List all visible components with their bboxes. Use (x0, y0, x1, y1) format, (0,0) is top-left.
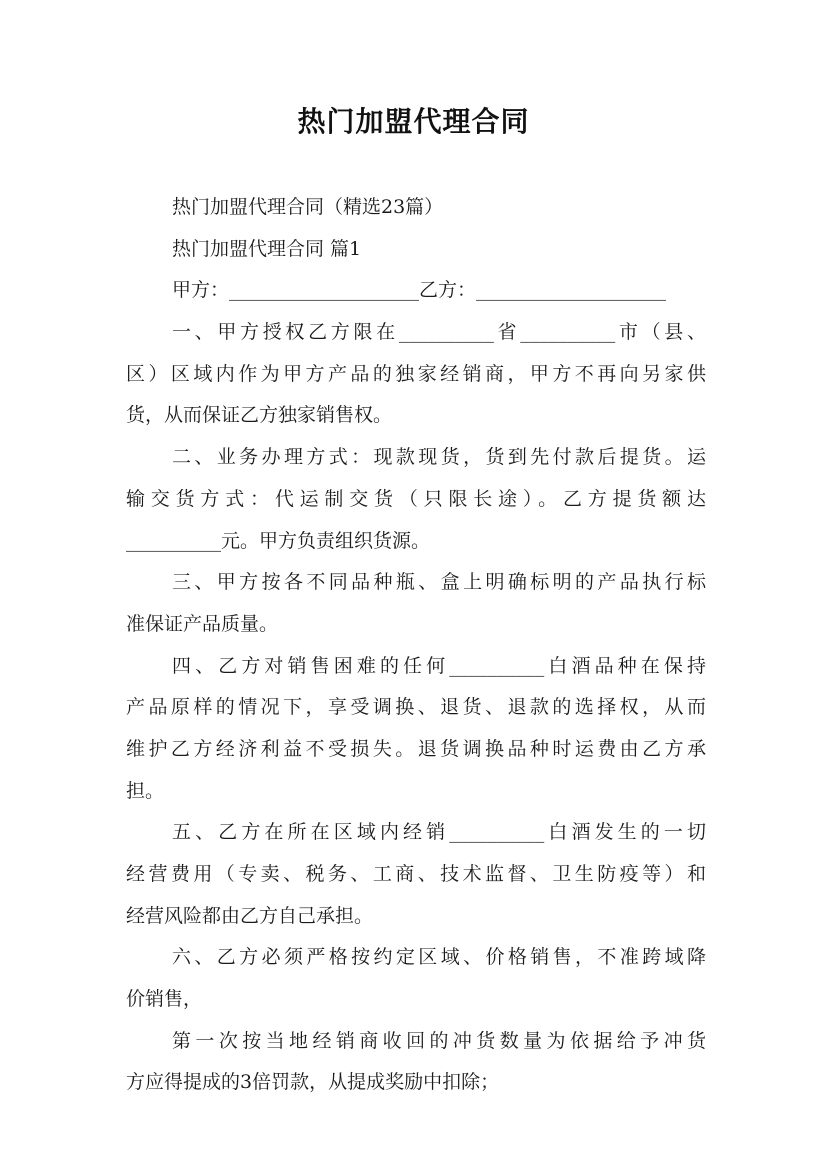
text-line: 一、甲方授权乙方限在__________省__________市（县、 (172, 321, 706, 344)
text-line: 产品原样的情况下，享受调换、退货、退款的选择权，从而 (126, 696, 706, 719)
text-line: 担。 (126, 779, 165, 802)
text-line: 经营风险都由乙方自己承担。 (126, 904, 374, 927)
text-line: 输交货方式：代运制交货（只限长途）。乙方提货额达 (126, 487, 706, 510)
text-line: 六、乙方必须严格按约定区域、价格销售，不准跨域降 (172, 946, 706, 969)
text-line: 准保证产品质量。 (126, 612, 279, 635)
text-line: 区）区域内作为甲方产品的独家经销商，甲方不再向另家供 (126, 362, 706, 385)
text-line: 维护乙方经济利益不受损失。退货调换品种时运费由乙方承 (126, 737, 706, 760)
text-line: __________元。甲方负责组织货源。 (126, 529, 431, 552)
text-line: 热门加盟代理合同 篇1 (172, 237, 362, 260)
document-body (126, 187, 706, 1104)
text-line: 方应得提成的3倍罚款，从提成奖励中扣除； (126, 1071, 500, 1094)
text-line: 五、乙方在所在区域内经销__________白酒发生的一切 (172, 821, 706, 844)
party-line: 甲方：____________________乙方：____________________ (172, 279, 667, 302)
text-line: 货，从而保证乙方独家销售权。 (126, 404, 393, 427)
text-line: 三、甲方按各不同品种瓶、盒上明确标明的产品执行标 (172, 571, 706, 594)
text-line: 第一次按当地经销商收回的冲货数量为依据给予冲货 (172, 1029, 706, 1052)
text-line: 经营费用（专卖、税务、工商、技术监督、卫生防疫等）和 (126, 863, 706, 885)
text-line: 热门加盟代理合同（精选23篇） (172, 196, 444, 218)
text-line: 价销售， (126, 988, 203, 1011)
text-line: 四、乙方对销售困难的任何__________白酒品种在保持 (172, 654, 706, 677)
document-title: 热门加盟代理合同 (297, 105, 530, 138)
text-line: 二、业务办理方式：现款现货，货到先付款后提货。运 (172, 446, 706, 469)
